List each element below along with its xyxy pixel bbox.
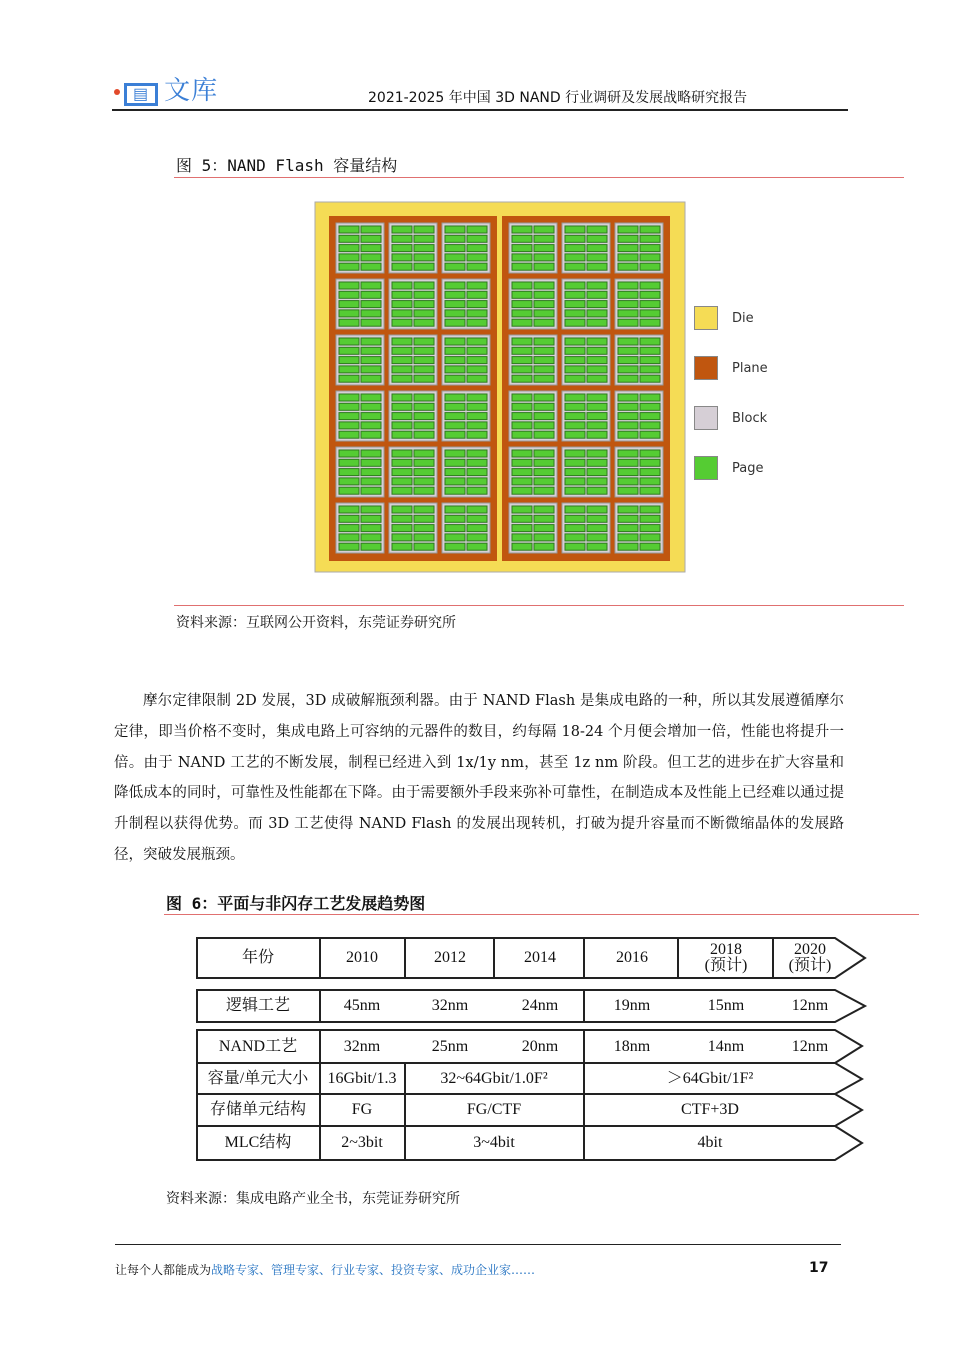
logic-cell: 24nm — [521, 997, 559, 1014]
nand-cell: 20nm — [521, 1038, 559, 1055]
mlc-cell: 4bit — [697, 1134, 723, 1151]
header-title: 2021-2025 年中国 3D NAND 行业调研及发展战略研究报告 — [368, 90, 748, 106]
row-label-cell: 存储单元结构 — [209, 1101, 307, 1118]
legend-label: Block — [732, 410, 768, 426]
logo-mark-icon: ▤ — [124, 83, 158, 106]
year-cell: 2016 — [616, 949, 648, 966]
logic-cell: 45nm — [343, 997, 381, 1014]
footer-prefix: 让每个人都能成为 — [115, 1263, 212, 1277]
nand-cell: 32nm — [343, 1038, 381, 1055]
nand-cell: 12nm — [791, 1038, 829, 1055]
logic-cell: 32nm — [431, 997, 469, 1014]
cell-cell: FG — [351, 1101, 373, 1118]
logic-cell: 15nm — [707, 997, 745, 1014]
row-label-mlc: MLC结构 — [224, 1134, 292, 1151]
capacity-cell: 16Gbit/1.3 — [327, 1070, 397, 1087]
nand-cell: 14nm — [707, 1038, 745, 1055]
row-label-year: 年份 — [241, 949, 275, 966]
capacity-cell: ＞64Gbit/1F² — [666, 1070, 754, 1087]
logic-cell: 19nm — [613, 997, 651, 1014]
figure6-source: 资料来源：集成电路产业全书，东莞证券研究所 — [166, 1191, 460, 1207]
cell-cell: CTF+3D — [681, 1101, 739, 1118]
capacity-cell: 32~64Gbit/1.0F² — [440, 1070, 548, 1087]
row-label-logic: 逻辑工艺 — [225, 997, 291, 1014]
logo-text: 文库 — [164, 75, 219, 105]
legend-label: Plane — [732, 360, 768, 376]
year-cell: 2018 (预计) — [704, 941, 748, 974]
year-cell: 2012 — [434, 949, 466, 966]
year-cell: 2010 — [346, 949, 378, 966]
year-cell: 2014 — [524, 949, 556, 966]
figure6-title: 图 6：平面与非闪存工艺发展趋势图 — [166, 894, 426, 913]
year-cell: 2020 (预计) — [788, 941, 832, 974]
page-number: 17 — [809, 1260, 829, 1276]
footer-slogan — [115, 1261, 535, 1278]
body-paragraph: 摩尔定律限制 2D 发展，3D 成破解瓶颈利器。由于 NAND Flash 是集成电路的一种，所以其发展遵循摩尔定律，即当价格不变时，集成电路上可容纳的元器件的数目，约每隔 18-24 个月便会增加一倍，性能也将提升一倍。由于 NAND 工艺的不断发展，制程已经进入到 1x/1y nm，甚至 1z nm 阶段。但工艺的进步在扩大容量和降低成本的同时，可靠性及性能都在下降。由于需要额外手段来弥补可靠性，在制造成本及性能上已经难以通过提升制程以获得优势。而 3D 工艺使得 NAND Flash 的发展出现转机，打破为提升容量而不断微缩晶体的发展路径，突破发展瓶颈。 — [114, 693, 844, 863]
legend-label: Page — [732, 460, 764, 476]
figure5-title: 图 5：NAND Flash 容量结构 — [176, 156, 398, 175]
nand-cell: 25nm — [431, 1038, 469, 1055]
mlc-cell: 2~3bit — [341, 1134, 383, 1151]
mlc-cell: 3~4bit — [473, 1134, 515, 1151]
logic-cell: 12nm — [791, 997, 829, 1014]
footer-highlight: 战略专家、管理专家、行业专家、投资专家、成功企业家…… — [211, 1263, 536, 1277]
row-label-nand: NAND工艺 — [218, 1038, 298, 1055]
figure5-source: 资料来源：互联网公开资料，东莞证券研究所 — [176, 615, 456, 631]
legend-label: Die — [732, 310, 754, 326]
footer-divider — [115, 1244, 841, 1245]
cell-cell: FG/CTF — [466, 1101, 522, 1118]
nand-cell: 18nm — [613, 1038, 651, 1055]
row-label-capacity: 容量/单元大小 — [207, 1070, 309, 1087]
